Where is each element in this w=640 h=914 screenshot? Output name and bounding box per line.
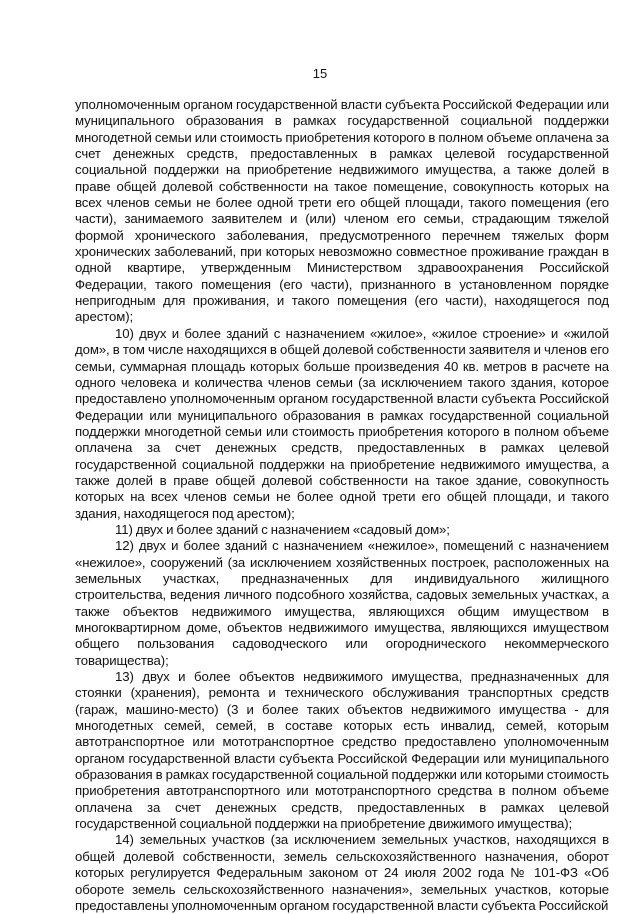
paragraph-item-13: 13) двух и более объектов недвижимого имущества, предназначенных для стоянки (хранения), ремонта и технического обслуживания транспортных средств (гараж, машино-место) (3 и более таких объектов недвижимого имущества - для многодетных семей, семей, в составе которых есть инвалид, семей, которым автотранспортное или мототранспортное средство предоставлено уполномоченным органом государственной власти субъекта Российской Федерации или муниципального образования в рамках государственной социальной поддержки или которыми стоимость приобретения автотранспортного или мототранспортного средства в полном объеме оплачена за счет денежных средств, предоставленных в рамках целевой государственной социальной поддержки на приобретение движимого имущества);: [75, 669, 609, 832]
paragraph-item-12: 12) двух и более зданий с назначением «нежилое», помещений с назначением «нежилое», сооружений (за исключением хозяйственных построек, расположенных на земельных участках, предназначенных для индивидуального жилищного строительства, ведения личного подсобного хозяйства, садовых земельных участках, а также объектов недвижимого имущества, являющихся общим имуществом в многоквартирном доме, объектов недвижимого имущества, являющихся имуществом общего пользования садоводческого или огороднического некоммерческого товарищества);: [75, 538, 609, 668]
paragraph-item-14: 14) земельных участков (за исключением земельных участков, находящихся в общей долевой собственности, земель сельскохозяйственного назначения, оборот которых регулируется Федеральным законом от 24 июля 2002 года № 101-ФЗ «Об обороте земель сельскохозяйственного назначения», земельных участков, которые предоставлены уполномоченным органом государственной власти субъекта Российской: [75, 832, 609, 913]
paragraph-continuation: уполномоченным органом государственной власти субъекта Российской Федерации или муниципального образования в рамках государственной социальной поддержки многодетной семьи или стоимость приобретения которого в полном объеме оплачена за счет денежных средств, предоставленных в рамках целевой государственной социальной поддержки на приобретение недвижимого имущества, а также долей в праве общей долевой собственности на такое помещение, совокупность которых на всех членов семьи не более одной трети его общей площади, такого помещения (его части), занимаемого заявителем и (или) членом его семьи, страдающим тяжелой формой хронического заболевания, предусмотренного перечнем тяжелых форм хронических заболеваний, при которых невозможно совместное проживание граждан в одной квартире, утвержденным Министерством здравоохранения Российской Федерации, такого помещения (его части), признанного в установленном порядке непригодным для проживания, и такого помещения (его части), находящегося под арестом);: [75, 97, 609, 325]
page-number: 15: [312, 66, 328, 81]
paragraph-item-11: 11) двух и более зданий с назначением «садовый дом»;: [115, 521, 450, 537]
paragraph-item-10: 10) двух и более зданий с назначением «жилое», «жилое строение» и «жилой дом», в том числе находящихся в общей долевой собственности заявителя и членов его семьи, суммарная площадь которых больше произведения 40 кв. метров в расчете на одного человека и количества членов семьи (за исключением такого здания, которое предоставлено уполномоченным органом государственной власти субъекта Российской Федерации или муниципального образования в рамках государственной социальной поддержки многодетной семьи или стоимость приобретения которого в полном объеме оплачена за счет денежных средств, предоставленных в рамках целевой государственной социальной поддержки на приобретение недвижимого имущества, а также долей в праве общей долевой собственности на такое здание, совокупность которых на всех членов семьи не более одной трети его общей площади, и такого здания, находящегося под арестом);: [75, 325, 609, 521]
document-body: [75, 97, 609, 914]
